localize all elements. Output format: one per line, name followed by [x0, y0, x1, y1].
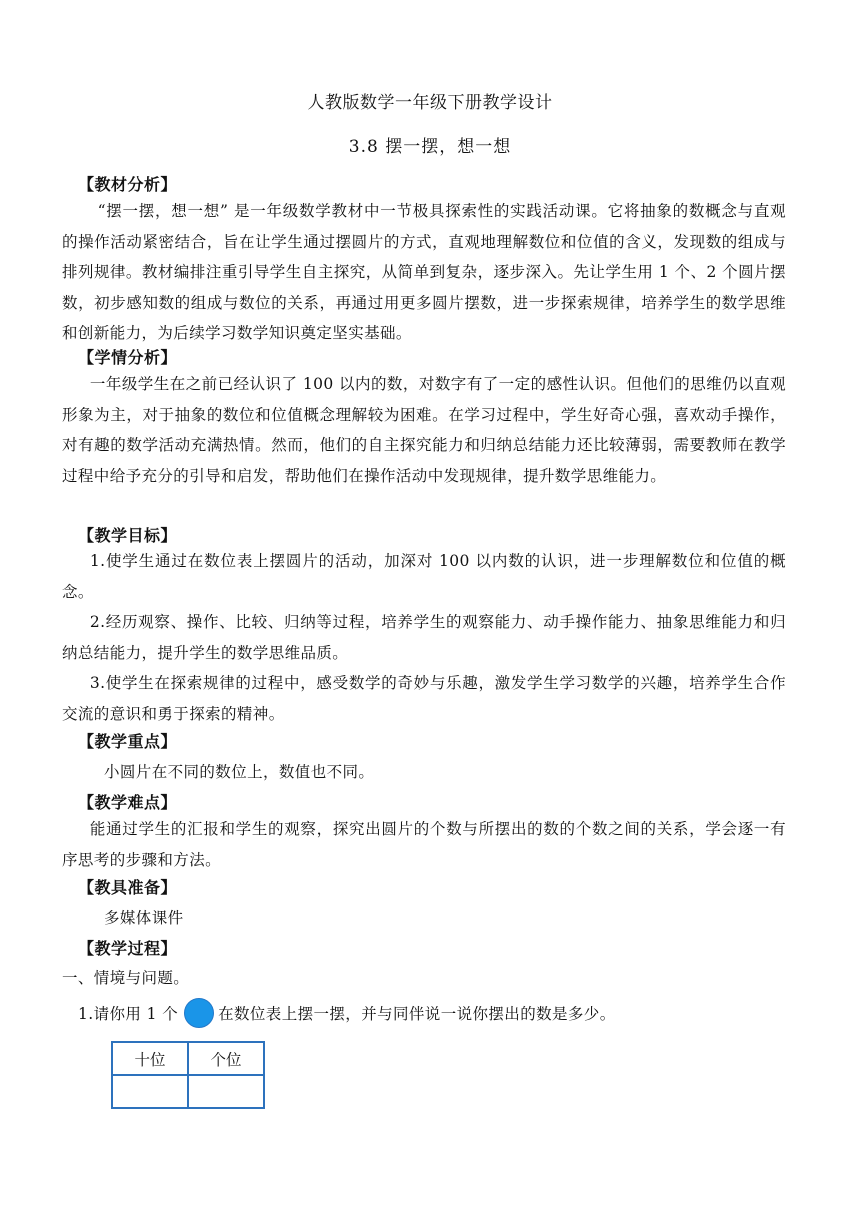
student-analysis-text: 一年级学生在之前已经认识了 100 以内的数，对数字有了一定的感性认识。但他们的思维仍以直观形象为主，对于抽象的数位和位值概念理解较为困难。在学习过程中，学生好奇心强，喜欢动手操作，对有趣的数学活动充满热情。然而，他们的自主探究能力和归纳总结能力还比较薄弱，需要教师在教学过程中给予充分的引导和启发，帮助他们在操作活动中发现规律，提升数学思维能力。 [62, 375, 786, 485]
header-ones: 个位 [188, 1042, 264, 1075]
heading-material-analysis: 【教材分析】 [78, 175, 178, 194]
question-1-prefix: 1.请你用 1 个 [78, 1005, 179, 1023]
table-row [112, 1075, 264, 1108]
header-tens: 十位 [112, 1042, 188, 1075]
heading-key-point: 【教学重点】 [78, 732, 178, 751]
material-analysis-text: “摆一摆，想一想” 是一年级数学教材中一节极具探索性的实践活动课。它将抽象的数概念与直观的操作活动紧密结合，旨在让学生通过摆圆片的方式，直观地理解数位和位值的含义，发现数的组成与排列规律。教材编排注重引导学生自主探究，从简单到复杂，逐步深入。先让学生用 1 个、2 个圆片摆数，初步感知数的组成与数位的关系，再通过用更多圆片摆数，进一步探索规律，培养学生的数学思维和创新能力，为后续学习数学知识奠定坚实基础。 [62, 202, 786, 342]
lesson-subtitle: 3.8 摆一摆，想一想 [348, 137, 512, 157]
heading-tools: 【教具准备】 [78, 878, 178, 897]
question-1-suffix: 在数位表上摆一摆，并与同伴说一说你摆出的数是多少。 [218, 1005, 616, 1023]
difficulty-text: 能通过学生的汇报和学生的观察，探究出圆片的个数与所摆出的数的个数之间的关系，学会逐一有序思考的步骤和方法。 [62, 820, 786, 869]
heading-student-analysis: 【学情分析】 [78, 348, 178, 367]
heading-teaching-goals: 【教学目标】 [78, 526, 178, 545]
blue-disc-icon [184, 998, 214, 1028]
question-1 [78, 998, 616, 1028]
goal-item-2: 2.经历观察、操作、比较、归纳等过程，培养学生的观察能力、动手操作能力、抽象思维能力和归纳总结能力，提升学生的数学思维品质。 [62, 613, 786, 662]
place-value-table [111, 1041, 265, 1109]
table-header-row [112, 1042, 264, 1075]
goal-item-1: 1.使学生通过在数位表上摆圆片的活动，加深对 100 以内数的认识，进一步理解数位和位值的概念。 [62, 552, 786, 601]
goal-item-3: 3.使学生在探索规律的过程中，感受数学的奇妙与乐趣，激发学生学习数学的兴趣，培养学生合作交流的意识和勇于探索的精神。 [62, 674, 786, 723]
key-point-text: 小圆片在不同的数位上，数值也不同。 [104, 763, 375, 781]
cell-tens [112, 1075, 188, 1108]
process-step-1: 一、情境与问题。 [62, 969, 190, 987]
heading-difficulty: 【教学难点】 [78, 793, 178, 812]
document-title: 人教版数学一年级下册教学设计 [307, 93, 553, 113]
tools-text: 多媒体课件 [104, 909, 184, 927]
cell-ones [188, 1075, 264, 1108]
heading-process: 【教学过程】 [78, 939, 178, 958]
